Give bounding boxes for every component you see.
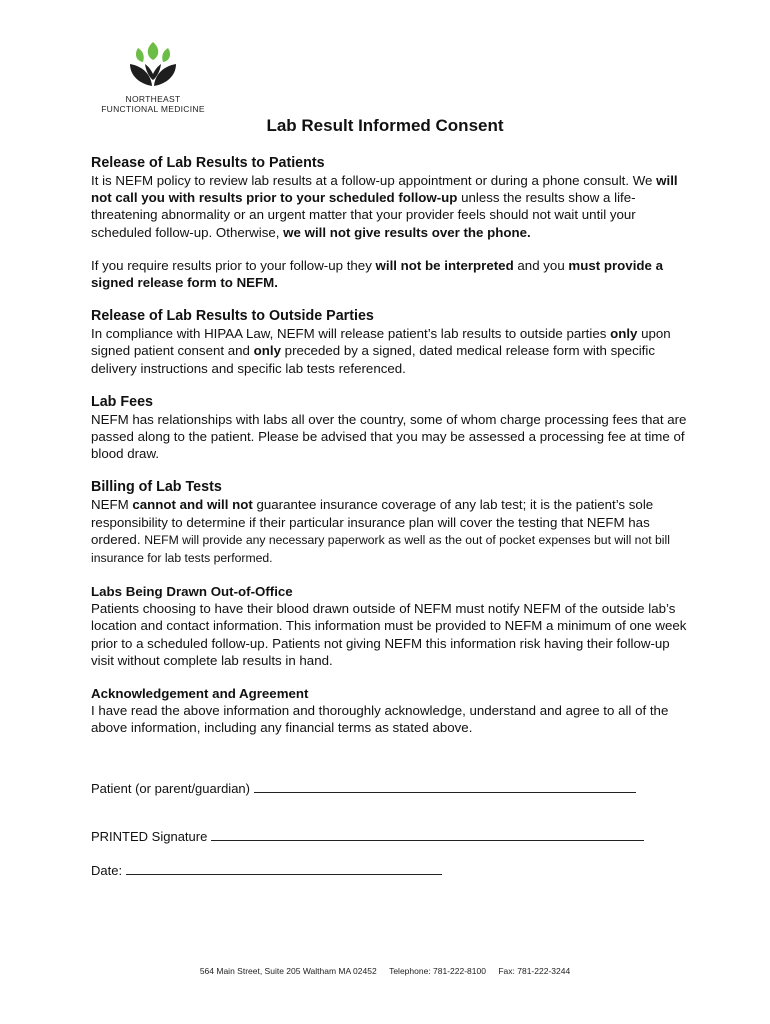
section-paragraph [91,172,691,241]
page-footer [0,966,770,976]
document-body [91,154,691,752]
text-run: preceded by a signed, dated medical release form with specific delivery instructions and specific lab tests referenced. [91,343,655,376]
brand-line-2: FUNCTIONAL MEDICINE [101,104,205,114]
leaf-logo-icon [122,40,184,90]
text-run: In compliance with HIPAA Law, NEFM will release patient’s lab results to outside parties [91,326,611,342]
patient-signature-row [91,780,636,796]
section-release-outside [91,307,691,377]
footer-fax: Fax: 781-222-3244 [498,966,571,976]
section-heading: Acknowledgement and Agreement [91,686,309,702]
date-label: Date: [91,863,123,878]
section-acknowledgement [91,685,691,736]
text-run: and you [513,257,569,273]
bold-text: only [610,326,638,342]
section-heading: Billing of Lab Tests [91,479,222,496]
patient-signature-label: Patient (or parent/guardian) [91,781,250,796]
text-run: guarantee insurance coverage of any lab test; it is the patient’s sole responsibility to determine if their particular insurance plan will cover the testing that NEFM has ordered. [91,497,654,547]
printed-signature-field[interactable] [211,828,644,841]
section-billing [91,478,691,567]
section-paragraph: NEFM has relationships with labs all over the country, some of whom charge processing fees that are passed along to the patient. Please be advised that you may be assessed a processing fee at time of blood draw. [91,411,687,462]
bold-text: will not call you with results prior to your scheduled follow-up [91,173,678,206]
text-run: upon signed patient consent and [91,326,671,359]
patient-signature-field[interactable] [254,780,636,793]
small-text: NEFM will provide any necessary paperwork as well as the out of pocket expenses but will not bill insurance for lab tests performed. [91,532,670,566]
section-lab-fees [91,393,691,463]
date-row [91,862,442,878]
date-field[interactable] [126,862,442,875]
section-heading: Release of Lab Results to Outside Parties [91,308,374,325]
bold-text: we will not give results over the phone. [283,224,531,240]
bold-text: only [253,343,281,359]
text-run: unless the results show a life-threatening abnormality or an urgent matter that your provider feels should not wait until your scheduled follow-up. Otherwise, [91,190,636,240]
text-run: If you require results prior to your follow-up they [91,257,376,273]
bold-text: cannot and will not [132,497,253,513]
section-out-of-office [91,583,691,669]
bold-text: must provide a signed release form to NEFM. [91,257,663,291]
section-paragraph: Patients choosing to have their blood drawn outside of NEFM must notify NEFM of the outside lab’s location and contact information. This information must be provided to NEFM a minimum of one week prior to a scheduled follow-up. Patients not giving NEFM this information risk having their follow-up visit without complete lab results in hand. [91,601,687,668]
section-heading: Lab Fees [91,393,153,410]
bold-text: will not be interpreted [375,257,514,273]
footer-telephone: Telephone: 781-222-8100 [389,966,486,976]
printed-signature-row [91,828,644,844]
text-run: It is NEFM policy to review lab results at a follow-up appointment or during a phone consult. We [91,173,657,188]
section-paragraph [91,257,691,291]
section-heading: Release of Lab Results to Patients [91,155,325,171]
section-heading: Labs Being Drawn Out-of-Office [91,584,293,600]
section-paragraph [91,496,691,567]
section-paragraph: I have read the above information and thoroughly acknowledge, understand and agree to all of the above information, including any financial terms as stated above. [91,703,669,736]
document-title: Lab Result Informed Consent [266,116,504,135]
brand-line-1: NORTHEAST [125,94,181,104]
section-paragraph [91,325,691,377]
section-release-patients [91,154,691,291]
printed-signature-label: PRINTED Signature [91,829,208,844]
text-run: NEFM [91,497,133,513]
footer-address: 564 Main Street, Suite 205 Waltham MA 02452 [199,966,377,976]
company-logo [88,40,218,120]
